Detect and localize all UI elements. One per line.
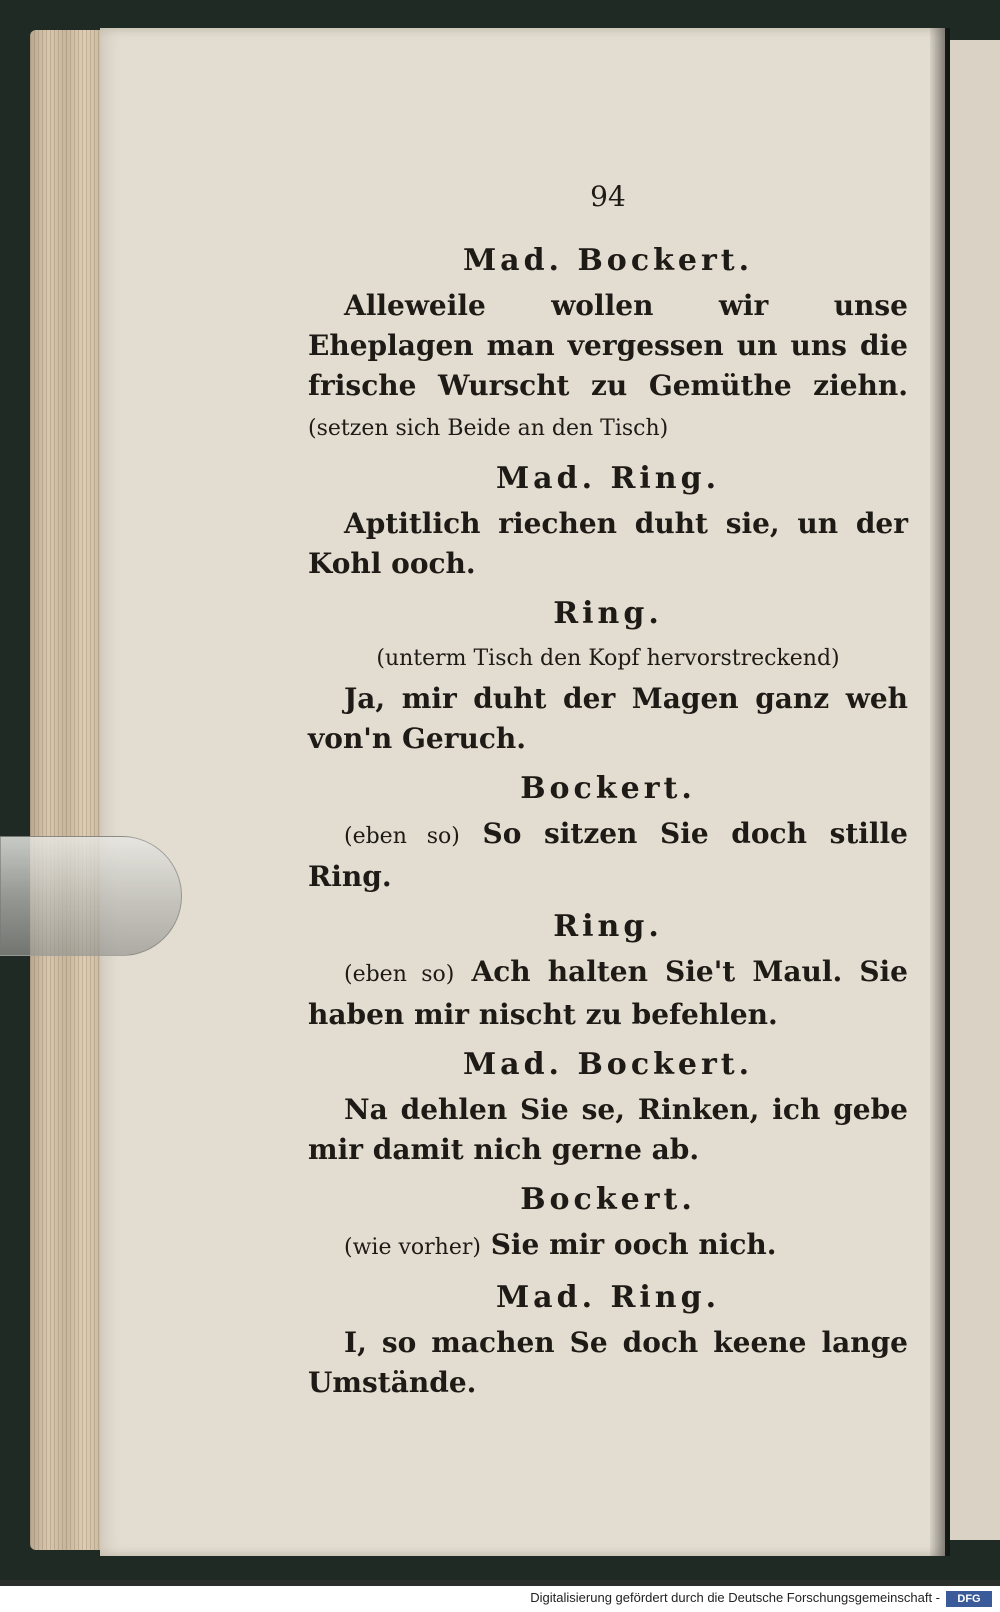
dialogue-text: Aptitlich riechen duht sie, un der Kohl ooch. [308, 507, 908, 580]
dialogue-line [308, 814, 908, 897]
dialogue-text: Sie mir ooch nich. [490, 1228, 777, 1261]
dfg-logo: DFG [946, 1591, 992, 1607]
speaker-heading: Bockert. [520, 1182, 696, 1217]
dialogue-line [308, 504, 908, 584]
page-clamp [0, 836, 182, 956]
stage-direction: (unterm Tisch den Kopf hervorstreckend) [376, 646, 840, 671]
speaker-heading: Mad. Ring. [495, 461, 721, 496]
adjacent-page [950, 40, 1000, 1540]
page-text [308, 180, 908, 1403]
dialogue-line [308, 1090, 908, 1170]
dialogue-line [308, 1225, 908, 1268]
dialogue-line [308, 679, 908, 759]
dialogue-text: I, so machen Se doch keene lange Umstände. [308, 1326, 908, 1399]
dialogue-line [308, 952, 908, 1035]
dialogue-text: So sitzen Sie doch stille Ring. [308, 817, 908, 893]
speaker-heading: Mad. Bockert. [462, 243, 754, 278]
speaker-heading: Bockert. [520, 771, 696, 806]
dialogue-text: Na dehlen Sie se, Rinken, ich gebe mir damit nich gerne ab. [308, 1093, 908, 1166]
dialogue-text: Alleweile wollen wir unse Eheplagen man vergessen un uns die frische Wurscht zu Gemüthe ziehn. [308, 289, 908, 402]
speaker-heading: Mad. Ring. [495, 1280, 721, 1315]
stage-direction: (setzen sich Beide an den Tisch) [308, 416, 669, 441]
dialogue-text: Ja, mir duht der Magen ganz weh von'n Geruch. [308, 682, 908, 755]
stage-direction: (eben so) [344, 824, 460, 849]
stage-direction: (wie vorher) [344, 1235, 481, 1260]
speaker-heading: Mad. Bockert. [462, 1047, 754, 1082]
page-number: 94 [590, 180, 626, 213]
dialogue-line [308, 1323, 908, 1403]
gutter-shadow [930, 28, 950, 1556]
footer-bar [0, 1586, 1000, 1612]
stage-direction: (eben so) [344, 962, 455, 987]
dialogue-text: Ach halten Sie't Maul. Sie haben mir nischt zu befehlen. [308, 955, 908, 1031]
speaker-heading: Ring. [553, 596, 663, 631]
footer-credit: Digitalisierung gefördert durch die Deutsche Forschungsgemeinschaft - [530, 1590, 940, 1605]
dialogue-line [308, 286, 908, 449]
speaker-heading: Ring. [553, 909, 663, 944]
